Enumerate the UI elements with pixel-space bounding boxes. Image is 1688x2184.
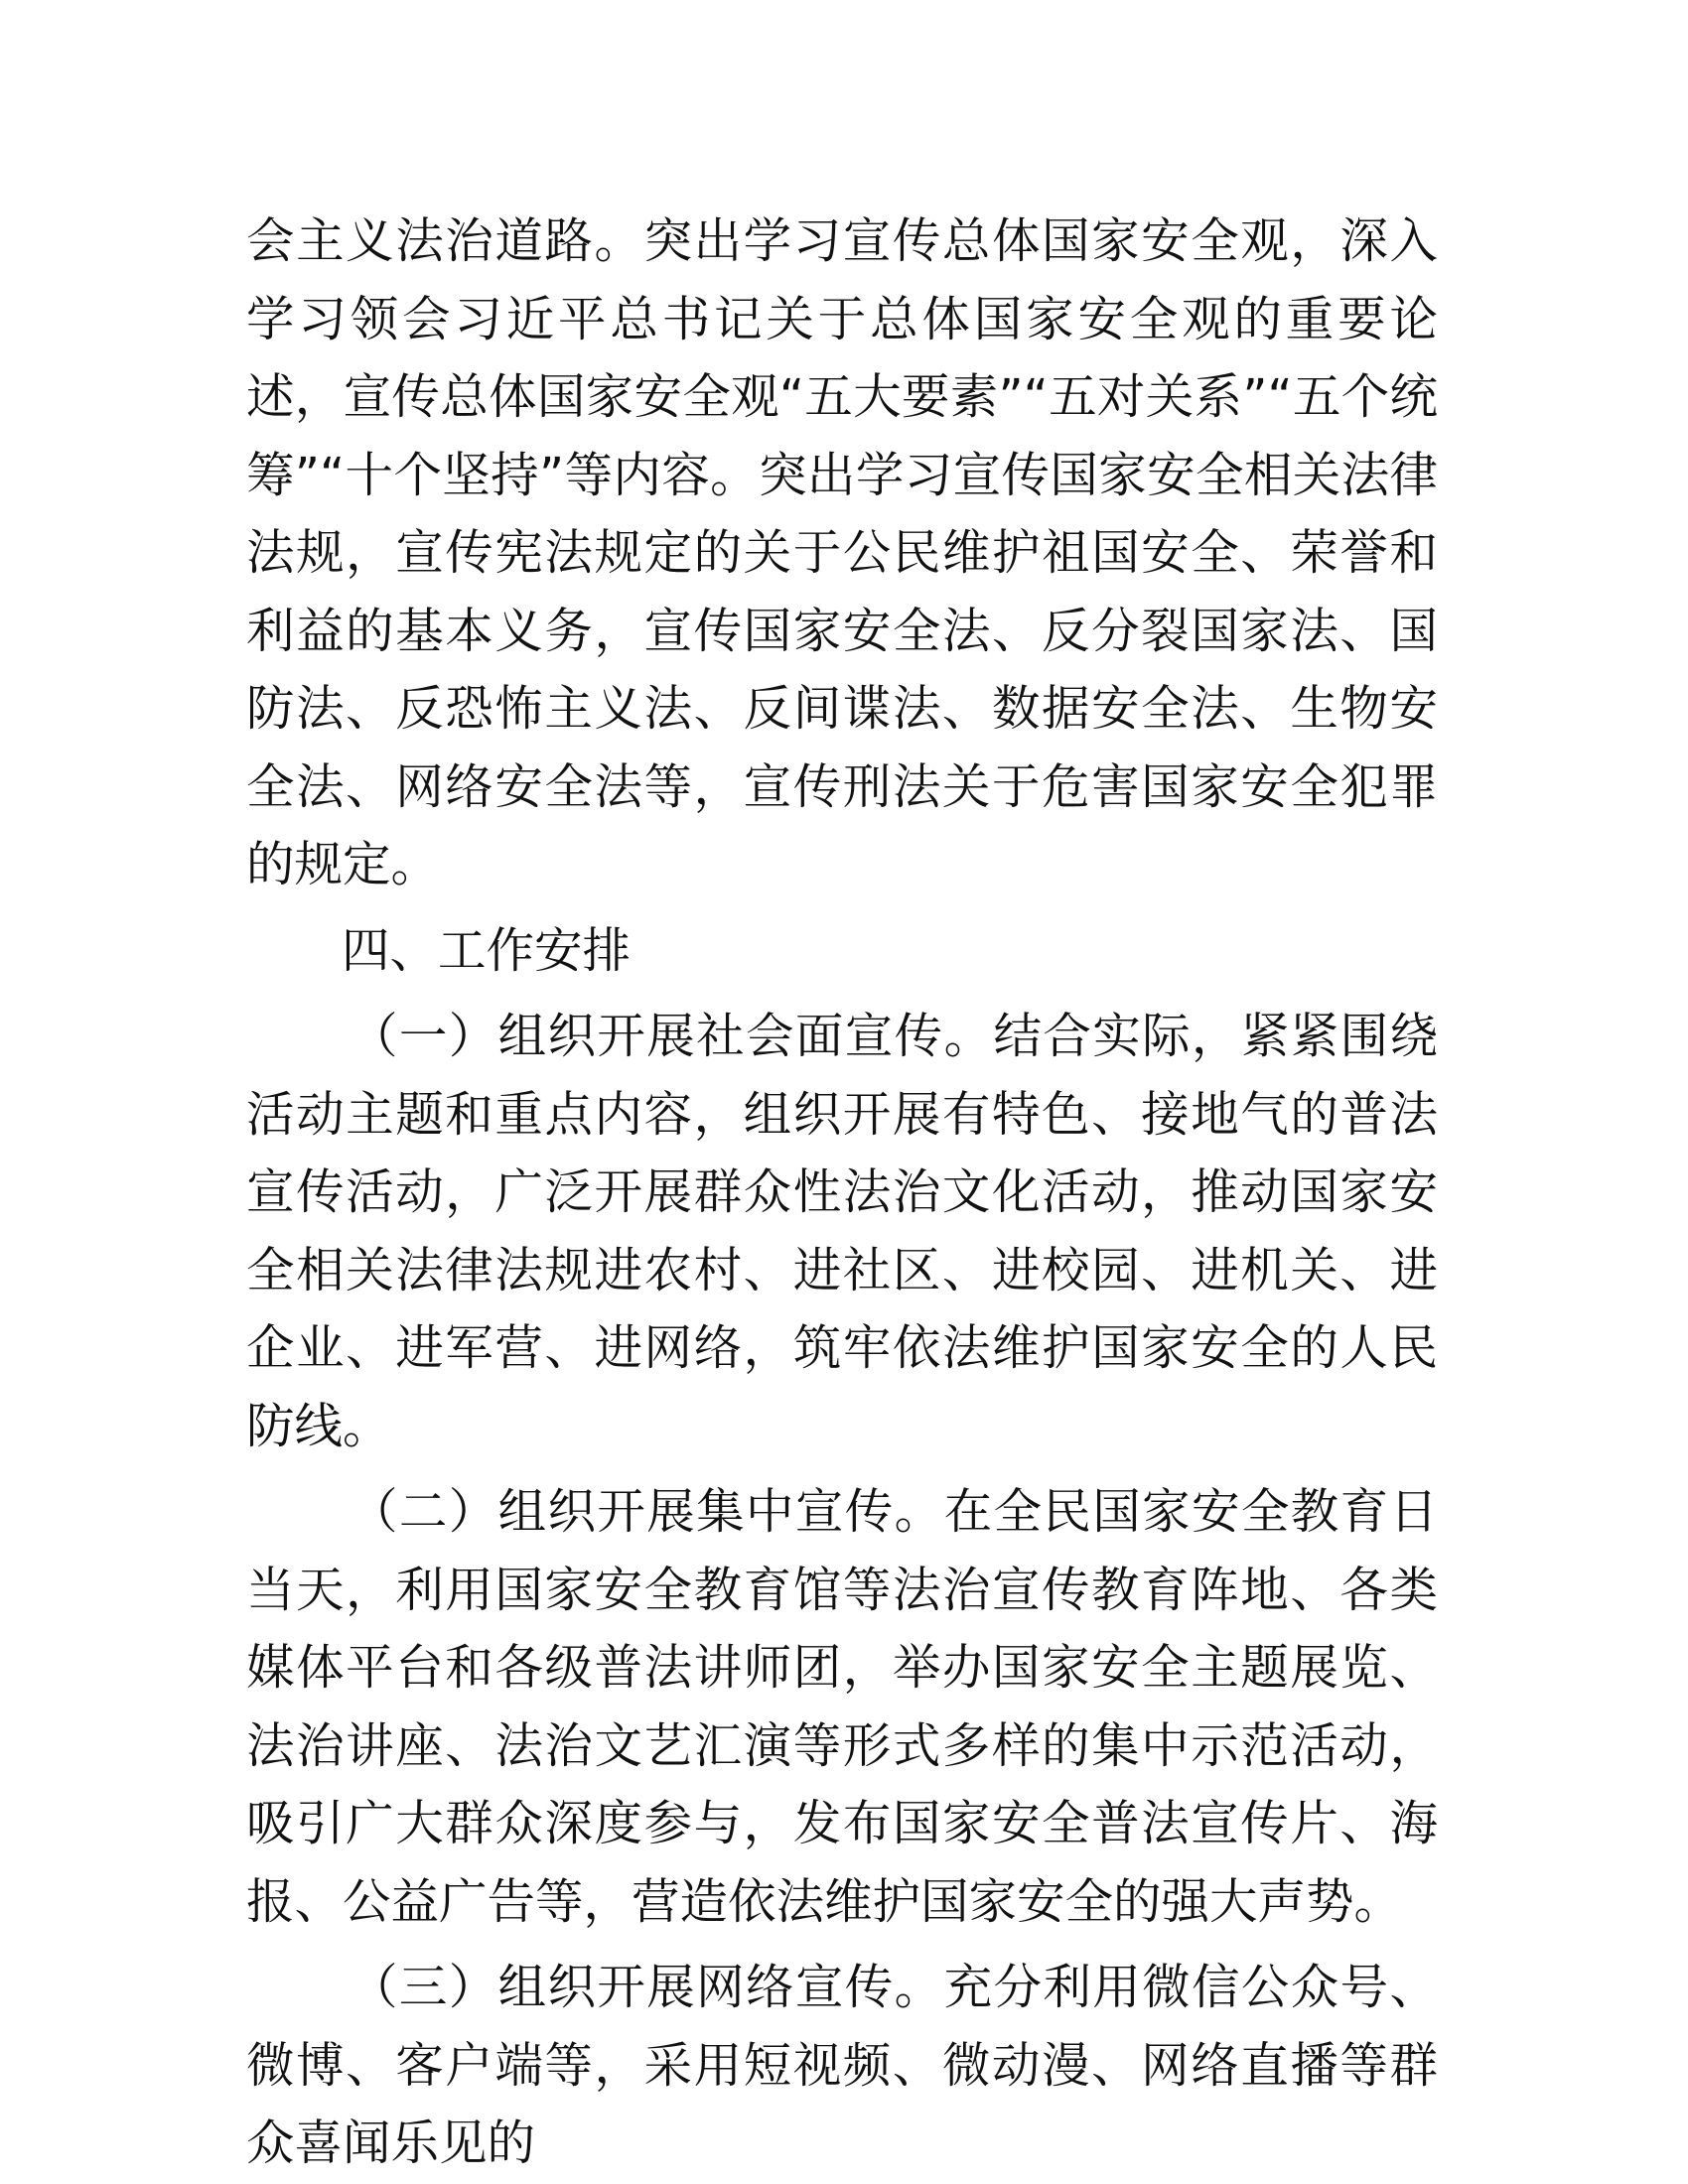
paragraph-centralized-publicity: （二）组织开展集中宣传。在全民国家安全教育日当天，利用国家安全教育馆等法治宣传教育阵地、各类媒体平台和各级普法讲师团，举办国家安全主题展览、法治讲座、法治文艺汇演等形式多样的集中示范活动，吸引广大群众深度参与，发布国家安全普法宣传片、海报、公益广告等，营造依法维护国家安全的强大声势。 — [246, 1484, 1438, 1930]
section-heading-work-arrangement: 四、工作安排 — [342, 922, 632, 979]
paragraph-social-publicity: （一）组织开展社会面宣传。结合实际，紧紧围绕活动主题和重点内容，组织开展有特色、接地气的普法宣传活动，广泛开展群众性法治文化活动，推动国家安全相关法律法规进农村、进社区、进校园、进机关、进企业、进军营、进网络，筑牢依法维护国家安全的人民防线。 — [246, 1009, 1438, 1454]
document-body — [246, 203, 1438, 2183]
paragraph-online-publicity: （三）组织开展网络宣传。充分利用微信公众号、微博、客户端等，采用短视频、微动漫、网络直播等群众喜闻乐见的 — [246, 1960, 1438, 2171]
paragraph-national-security-outlook: 会主义法治道路。突出学习宣传总体国家安全观，深入学习领会习近平总书记关于总体国家安全观的重要论述，宣传总体国家安全观“五大要素”“五对关系”“五个统筹”“十个坚持”等内容。突出学习宣传国家安全相关法律法规，宣传宪法规定的关于公民维护祖国安全、荣誉和利益的基本义务，宣传国家安全法、反分裂国家法、国防法、反恐怖主义法、反间谍法、数据安全法、生物安全法、网络安全法等，宣传刑法关于危害国家安全犯罪的规定。 — [246, 213, 1438, 892]
